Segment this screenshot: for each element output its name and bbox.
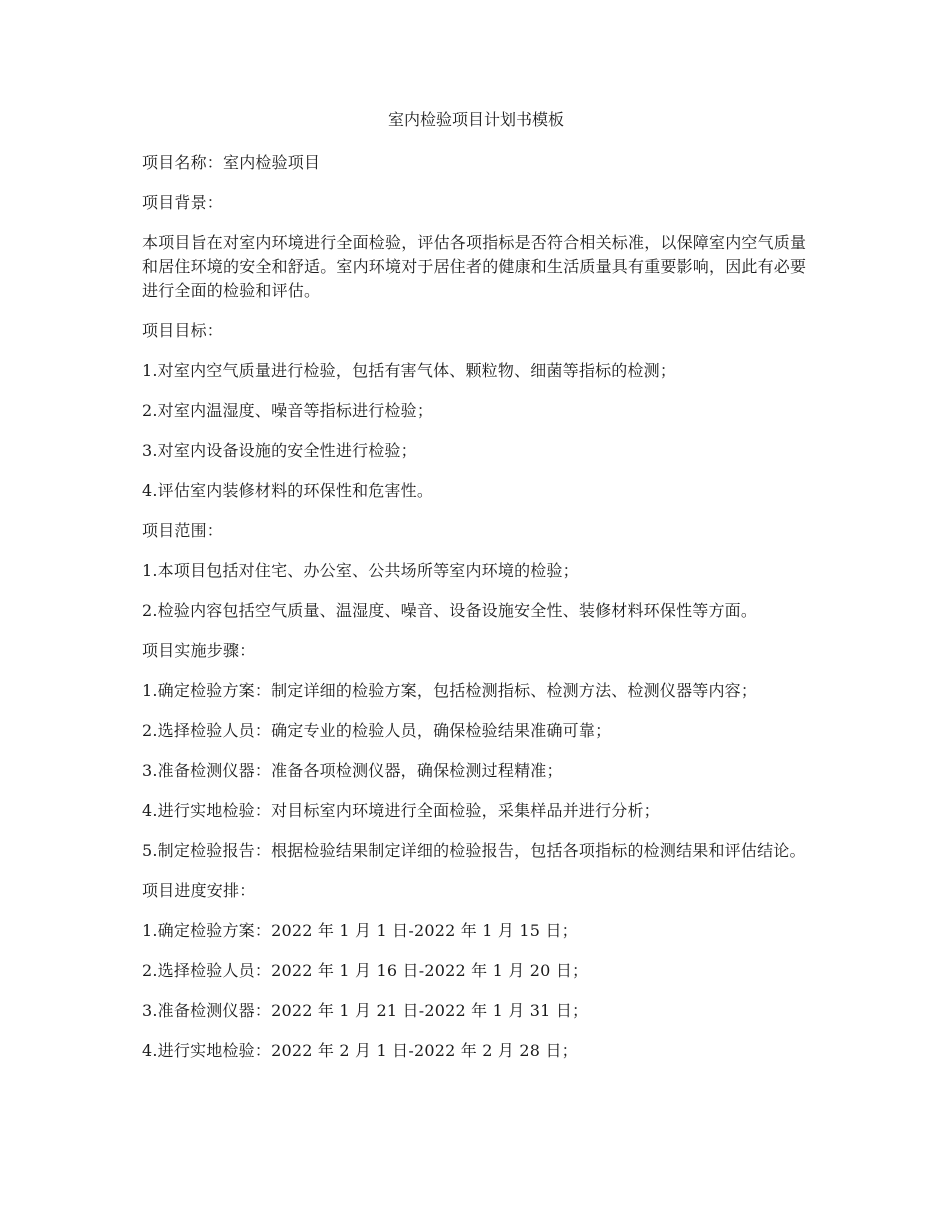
goal-item: 2.对室内温湿度、噪音等指标进行检验； bbox=[142, 401, 434, 420]
section-heading-schedule: 项目进度安排： bbox=[142, 881, 256, 900]
step-item: 2.选择检验人员：确定专业的检验人员，确保检验结果准确可靠； bbox=[142, 721, 612, 740]
schedule-item: 3.准备检测仪器：2022 年 1 月 21 日-2022 年 1 月 31 日； bbox=[142, 1001, 589, 1020]
section-heading-goals: 项目目标： bbox=[142, 321, 224, 340]
section-heading-steps: 项目实施步骤： bbox=[142, 641, 256, 660]
step-item: 3.准备检测仪器：准备各项检测仪器，确保检测过程精准； bbox=[142, 761, 563, 780]
background-text: 本项目旨在对室内环境进行全面检验，评估各项指标是否符合相关标准，以保障室内空气质量和居住环境的安全和舒适。室内环境对于居住者的健康和生活质量具有重要影响，因此有必要进行全面的检验和评估。 bbox=[142, 233, 807, 300]
scope-item: 2.检验内容包括空气质量、温湿度、噪音、设备设施安全性、装修材料环保性等方面。 bbox=[142, 601, 758, 620]
step-item: 1.确定检验方案：制定详细的检验方案，包括检测指标、检测方法、检测仪器等内容； bbox=[142, 681, 758, 700]
schedule-item: 2.选择检验人员：2022 年 1 月 16 日-2022 年 1 月 20 日； bbox=[142, 961, 589, 980]
goal-item: 3.对室内设备设施的安全性进行检验； bbox=[142, 441, 417, 460]
goal-item: 1.对室内空气质量进行检验，包括有害气体、颗粒物、细菌等指标的检测； bbox=[142, 361, 677, 380]
step-item: 4.进行实地检验：对目标室内环境进行全面检验，采集样品并进行分析； bbox=[142, 801, 660, 820]
document-page bbox=[142, 108, 810, 1079]
schedule-item: 1.确定检验方案：2022 年 1 月 1 日-2022 年 1 月 15 日； bbox=[142, 921, 578, 940]
project-name: 项目名称：室内检验项目 bbox=[142, 153, 321, 172]
scope-item: 1.本项目包括对住宅、办公室、公共场所等室内环境的检验； bbox=[142, 561, 579, 580]
section-heading-scope: 项目范围： bbox=[142, 521, 224, 540]
step-item: 5.制定检验报告：根据检验结果制定详细的检验报告，包括各项指标的检测结果和评估结论。 bbox=[142, 841, 806, 860]
section-heading-background: 项目背景： bbox=[142, 193, 224, 212]
goal-item: 4.评估室内装修材料的环保性和危害性。 bbox=[142, 481, 434, 500]
schedule-item: 4.进行实地检验：2022 年 2 月 1 日-2022 年 2 月 28 日； bbox=[142, 1041, 578, 1060]
document-title: 室内检验项目计划书模板 bbox=[387, 110, 564, 129]
